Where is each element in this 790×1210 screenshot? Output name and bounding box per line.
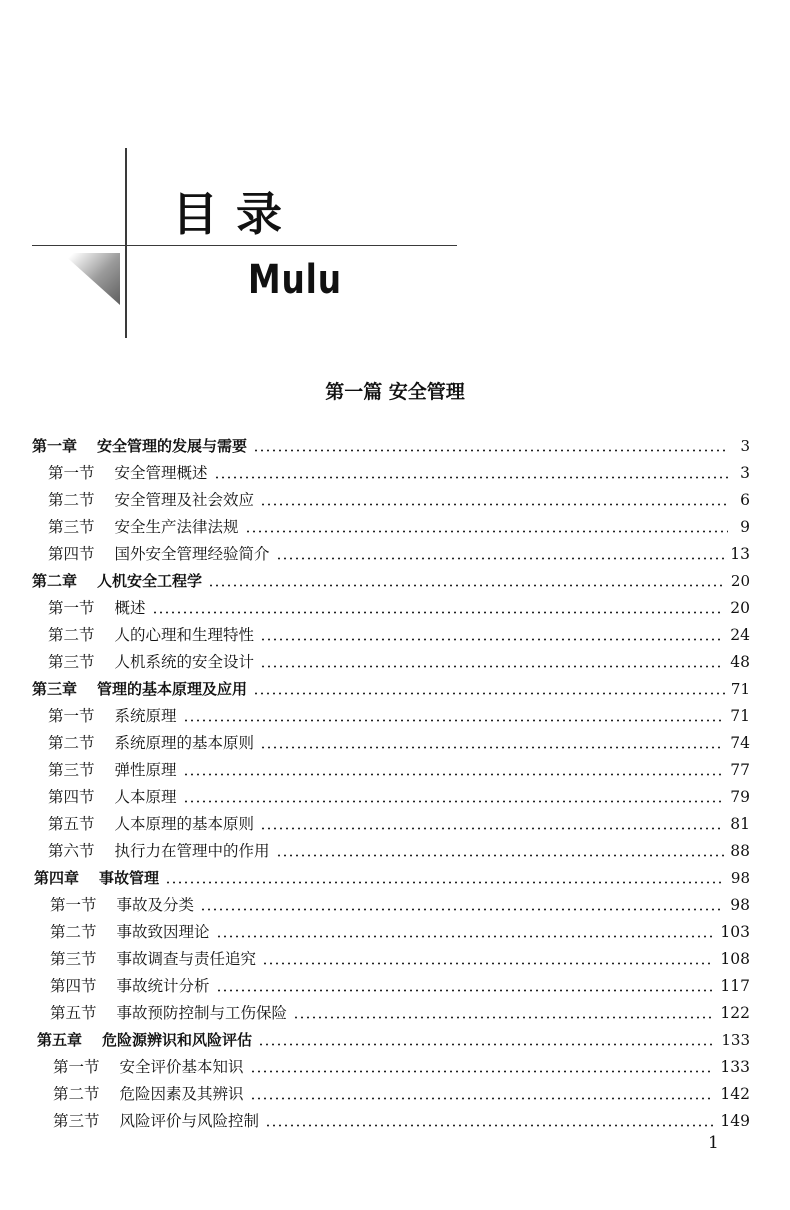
toc-entry-title: 事故统计分析 (116, 977, 210, 995)
toc-dot-leader (262, 962, 714, 965)
toc-section-entry[interactable] (50, 919, 750, 946)
toc-section-entry[interactable] (48, 595, 750, 622)
toc-section-entry[interactable] (53, 1054, 750, 1081)
decorative-gradient-triangle (62, 253, 120, 305)
toc-entry-title: 安全生产法律法规 (114, 518, 239, 536)
toc-dot-leader (260, 638, 724, 641)
toc-dot-leader (253, 449, 728, 452)
toc-chapter-entry[interactable] (34, 865, 750, 892)
toc-entry-page: 3 (740, 437, 750, 455)
toc-entry-page: 98 (730, 896, 750, 914)
toc-dot-leader (258, 1043, 715, 1046)
toc-section-entry[interactable] (50, 1000, 750, 1027)
toc-entry-page: 81 (730, 815, 750, 833)
toc-entry-title: 人机系统的安全设计 (114, 653, 255, 671)
toc-dot-leader (253, 692, 725, 695)
toc-entry-number: 第五节 (50, 1004, 97, 1022)
table-of-contents (0, 433, 790, 1135)
page-number: 1 (708, 1133, 719, 1153)
toc-entry-label (53, 1081, 244, 1108)
toc-dot-leader (183, 800, 725, 803)
toc-entry-page: 9 (740, 518, 750, 536)
toc-entry-title: 国外安全管理经验简介 (114, 545, 270, 563)
toc-section-entry[interactable] (48, 514, 750, 541)
toc-entry-label (48, 460, 208, 487)
toc-entry-label (48, 541, 270, 568)
toc-entry-label (48, 838, 270, 865)
toc-entry-label (48, 514, 239, 541)
toc-entry-label (48, 784, 177, 811)
toc-entry-number: 第四节 (50, 977, 97, 995)
toc-entry-number: 第三节 (50, 950, 97, 968)
toc-entry-number: 第二章 (32, 572, 78, 590)
toc-entry-title: 危险因素及其辨识 (119, 1085, 244, 1103)
toc-entry-page: 6 (740, 491, 750, 509)
toc-dot-leader (152, 611, 725, 614)
toc-entry-title: 人本原理 (114, 788, 177, 806)
toc-entry-number: 第一节 (53, 1058, 100, 1076)
toc-section-entry[interactable] (48, 811, 750, 838)
toc-entry-page: 117 (720, 977, 750, 995)
toc-dot-leader (260, 746, 724, 749)
toc-section-entry[interactable] (48, 757, 750, 784)
toc-entry-page: 142 (720, 1085, 750, 1103)
toc-entry-number: 第一节 (48, 464, 95, 482)
toc-entry-number: 第一节 (48, 599, 95, 617)
toc-entry-title: 安全管理及社会效应 (114, 491, 255, 509)
toc-entry-number: 第一章 (32, 437, 78, 455)
toc-section-entry[interactable] (48, 784, 750, 811)
toc-entry-title: 事故致因理论 (116, 923, 210, 941)
decorative-horizontal-rule (32, 245, 457, 246)
toc-section-entry[interactable] (48, 649, 750, 676)
toc-entry-page: 149 (720, 1112, 750, 1130)
toc-section-entry[interactable] (50, 946, 750, 973)
toc-entry-label (32, 433, 247, 460)
toc-entry-page: 103 (720, 923, 750, 941)
toc-entry-title: 安全管理概述 (114, 464, 208, 482)
toc-entry-page: 3 (740, 464, 750, 482)
toc-entry-page: 133 (721, 1031, 750, 1049)
toc-entry-label (53, 1108, 259, 1135)
toc-entry-number: 第三节 (53, 1112, 100, 1130)
toc-entry-title: 事故调查与责任追究 (116, 950, 257, 968)
toc-entry-title: 风险评价与风险控制 (119, 1112, 260, 1130)
toc-entry-number: 第六节 (48, 842, 95, 860)
toc-dot-leader (200, 908, 724, 911)
toc-entry-title: 系统原理 (114, 707, 177, 725)
toc-entry-label (32, 676, 247, 703)
toc-entry-number: 第三节 (48, 653, 95, 671)
toc-entry-number: 第四节 (48, 788, 95, 806)
toc-entry-title: 事故及分类 (116, 896, 195, 914)
toc-entry-number: 第三节 (48, 518, 95, 536)
toc-dot-leader (214, 476, 728, 479)
toc-section-entry[interactable] (48, 622, 750, 649)
toc-entry-page: 77 (730, 761, 750, 779)
toc-section-entry[interactable] (53, 1081, 750, 1108)
toc-entry-label (37, 1027, 252, 1054)
toc-dot-leader (276, 557, 725, 560)
toc-entry-title: 事故预防控制与工伤保险 (116, 1004, 288, 1022)
toc-entry-page: 133 (720, 1058, 750, 1076)
toc-entry-title: 事故管理 (99, 869, 160, 887)
toc-entry-label (34, 865, 159, 892)
toc-entry-label (50, 973, 210, 1000)
toc-entry-label (53, 1054, 244, 1081)
toc-entry-label (48, 811, 254, 838)
toc-entry-title: 概述 (114, 599, 146, 617)
toc-entry-number: 第二节 (53, 1085, 100, 1103)
toc-entry-label (48, 703, 177, 730)
toc-section-entry[interactable] (48, 541, 750, 568)
toc-entry-label (48, 595, 146, 622)
toc-entry-label (48, 757, 177, 784)
toc-entry-number: 第二节 (50, 923, 97, 941)
toc-entry-page: 20 (730, 572, 750, 590)
toc-entry-page: 108 (720, 950, 750, 968)
toc-section-entry[interactable] (53, 1108, 750, 1135)
decorative-vertical-rule (125, 148, 127, 338)
toc-entry-number: 第五节 (48, 815, 95, 833)
toc-dot-leader (183, 773, 725, 776)
toc-title-pinyin: Mulu (248, 257, 342, 303)
toc-entry-number: 第五章 (37, 1031, 83, 1049)
toc-section-entry[interactable] (48, 703, 750, 730)
toc-entry-page: 71 (730, 680, 750, 698)
toc-entry-number: 第三节 (48, 761, 95, 779)
toc-section-entry[interactable] (48, 460, 750, 487)
toc-section-entry[interactable] (50, 973, 750, 1000)
toc-entry-page: 24 (730, 626, 750, 644)
part-title: 第一篇 安全管理 (325, 381, 465, 403)
toc-entry-page: 13 (730, 545, 750, 563)
toc-title-chinese: 目录 (172, 187, 300, 241)
toc-dot-leader (265, 1124, 714, 1127)
toc-entry-label (50, 919, 210, 946)
toc-dot-leader (245, 530, 728, 533)
toc-section-entry[interactable] (48, 838, 750, 865)
toc-entry-label (48, 649, 254, 676)
toc-chapter-entry[interactable] (32, 676, 750, 703)
toc-entry-title: 人本原理的基本原则 (114, 815, 255, 833)
toc-entry-page: 20 (730, 599, 750, 617)
toc-entry-number: 第二节 (48, 734, 95, 752)
toc-dot-leader (260, 827, 724, 830)
toc-entry-page: 98 (730, 869, 750, 887)
toc-entry-title: 危险源辨识和风险评估 (102, 1031, 253, 1049)
toc-entry-label (32, 568, 202, 595)
toc-dot-leader (208, 584, 725, 587)
toc-entry-label (48, 730, 254, 757)
toc-section-entry[interactable] (48, 730, 750, 757)
toc-entry-title: 安全评价基本知识 (119, 1058, 244, 1076)
toc-entry-page: 122 (720, 1004, 750, 1022)
toc-entry-title: 执行力在管理中的作用 (114, 842, 270, 860)
toc-entry-page: 88 (730, 842, 750, 860)
toc-dot-leader (216, 935, 715, 938)
toc-entry-page: 71 (730, 707, 750, 725)
toc-chapter-entry[interactable] (32, 433, 750, 460)
toc-entry-page: 48 (730, 653, 750, 671)
toc-chapter-entry[interactable] (37, 1027, 750, 1054)
toc-entry-label (50, 1000, 287, 1027)
toc-entry-number: 第三章 (32, 680, 78, 698)
toc-entry-title: 系统原理的基本原则 (114, 734, 255, 752)
toc-entry-label (50, 892, 194, 919)
toc-entry-title: 安全管理的发展与需要 (97, 437, 248, 455)
toc-entry-title: 管理的基本原理及应用 (97, 680, 248, 698)
toc-entry-number: 第四节 (48, 545, 95, 563)
toc-dot-leader (165, 881, 725, 884)
toc-entry-number: 第一节 (48, 707, 95, 725)
toc-dot-leader (293, 1016, 714, 1019)
toc-dot-leader (183, 719, 725, 722)
toc-entry-title: 人机安全工程学 (97, 572, 203, 590)
toc-entry-label (50, 946, 256, 973)
toc-dot-leader (250, 1070, 715, 1073)
toc-dot-leader (260, 665, 724, 668)
toc-chapter-entry[interactable] (32, 568, 750, 595)
toc-entry-title: 人的心理和生理特性 (114, 626, 255, 644)
toc-section-entry[interactable] (50, 892, 750, 919)
toc-dot-leader (260, 503, 728, 506)
toc-dot-leader (276, 854, 725, 857)
toc-entry-page: 79 (730, 788, 750, 806)
toc-entry-title: 弹性原理 (114, 761, 177, 779)
toc-entry-number: 第二节 (48, 626, 95, 644)
toc-dot-leader (216, 989, 715, 992)
toc-entry-number: 第一节 (50, 896, 97, 914)
toc-entry-number: 第二节 (48, 491, 95, 509)
toc-entry-label (48, 622, 254, 649)
toc-entry-page: 74 (730, 734, 750, 752)
toc-section-entry[interactable] (48, 487, 750, 514)
toc-entry-label (48, 487, 254, 514)
toc-entry-number: 第四章 (34, 869, 80, 887)
toc-dot-leader (250, 1097, 715, 1100)
